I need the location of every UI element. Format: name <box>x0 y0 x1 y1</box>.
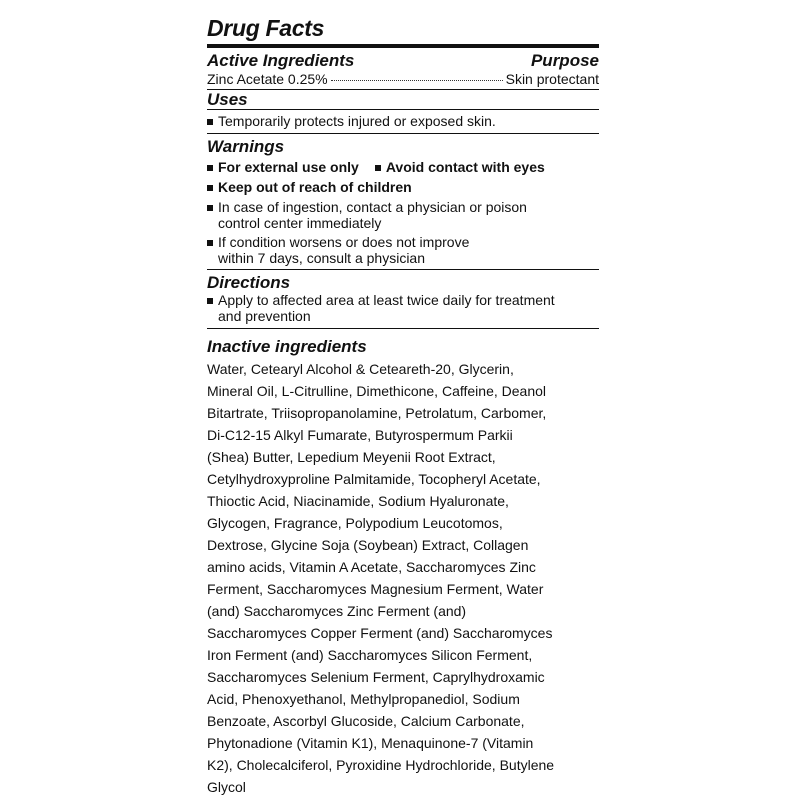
inactive-ingredients-line: Acid, Phenoxyethanol, Methylpropanediol, Sodium <box>207 691 520 707</box>
inactive-ingredients-line: Phytonadione (Vitamin K1), Menaquinone-7 (Vitamin <box>207 735 534 751</box>
bullet-icon <box>207 298 213 304</box>
bullet-icon <box>207 165 213 171</box>
inactive-ingredients-line: Iron Ferment (and) Saccharomyces Silicon Ferment, <box>207 647 533 663</box>
inactive-ingredients-line: Mineral Oil, L-Citrulline, Dimethicone, Caffeine, Deanol <box>207 383 547 399</box>
warnings-heading: Warnings <box>207 137 285 156</box>
dot-leader <box>331 80 503 81</box>
purpose-heading: Purpose <box>530 51 599 70</box>
inactive-ingredients-line: K2), Cholecalciferol, Pyroxidine Hydrochloride, Butylene <box>207 757 555 773</box>
drug-facts-panel <box>207 14 599 798</box>
uses-divider <box>207 133 599 134</box>
active-ingredient-purpose: Skin protectant <box>505 71 599 87</box>
warnings-divider <box>207 269 599 270</box>
directions-text-2: and prevention <box>218 308 311 324</box>
warning-external <box>207 159 359 175</box>
active-ingredient-name: Zinc Acetate 0.25% <box>207 71 328 87</box>
bullet-icon <box>207 119 213 125</box>
inactive-ingredients-line: amino acids, Vitamin A Acetate, Saccharomyces Zinc <box>207 559 536 575</box>
active-ingredients-header <box>207 51 599 71</box>
warning-eyes <box>375 159 545 175</box>
warning-ingestion-line1 <box>207 199 599 215</box>
uses-item-text: Temporarily protects injured or exposed skin. <box>218 113 496 129</box>
warning-ingestion <box>207 199 599 231</box>
inactive-ingredients-line: (and) Saccharomyces Zinc Ferment (and) <box>207 603 467 619</box>
warnings-row-1 <box>207 159 599 175</box>
warning-worsens-text-2: within 7 days, consult a physician <box>218 250 425 266</box>
inactive-ingredients-line: Bitartrate, Triisopropanolamine, Petrolatum, Carbomer, <box>207 405 547 421</box>
drug-facts-title: Drug Facts <box>207 15 325 41</box>
warning-eyes-text: Avoid contact with eyes <box>385 159 545 175</box>
directions-item <box>207 292 599 324</box>
inactive-ingredients-line: Benzoate, Ascorbyl Glucoside, Calcium Carbonate, <box>207 713 525 729</box>
warning-worsens-line1 <box>207 234 599 250</box>
inactive-ingredients-line: Dextrose, Glycine Soja (Soybean) Extract, Collagen <box>207 537 529 553</box>
uses-divider-top <box>207 109 599 110</box>
warning-children-text: Keep out of reach of children <box>218 179 412 195</box>
warning-children <box>207 179 599 195</box>
inactive-ingredients-line: Glycogen, Fragrance, Polypodium Leucotomos, <box>207 515 503 531</box>
bullet-icon <box>207 240 213 246</box>
warning-worsens <box>207 234 599 266</box>
directions-heading: Directions <box>207 273 291 292</box>
inactive-ingredients-line: Water, Cetearyl Alcohol & Ceteareth-20, Glycerin, <box>207 361 514 377</box>
active-ingredients-heading: Active Ingredients <box>207 51 355 70</box>
title-divider <box>207 44 599 48</box>
warning-ingestion-text-2: control center immediately <box>218 215 382 231</box>
warning-external-text: For external use only <box>218 159 359 175</box>
inactive-ingredients-line: Cetylhydroxyproline Palmitamide, Tocopheryl Acetate, <box>207 471 541 487</box>
bullet-icon <box>207 185 213 191</box>
warning-worsens-text-1: If condition worsens or does not improve <box>218 234 470 250</box>
inactive-ingredients-line: Thioctic Acid, Niacinamide, Sodium Hyaluronate, <box>207 493 509 509</box>
bullet-icon <box>375 165 381 171</box>
bullet-icon <box>207 205 213 211</box>
inactive-ingredients-line: Saccharomyces Selenium Ferment, Caprylhydroxamic <box>207 669 545 685</box>
uses-item <box>207 113 599 129</box>
active-ingredient-row <box>207 71 599 87</box>
inactive-ingredients-list <box>207 358 599 798</box>
inactive-ingredients-line: Saccharomyces Copper Ferment (and) Saccharomyces <box>207 625 553 641</box>
directions-text-1: Apply to affected area at least twice daily for treatment <box>218 292 555 308</box>
warning-ingestion-text-1: In case of ingestion, contact a physician or poison <box>218 199 527 215</box>
inactive-ingredients-line: Ferment, Saccharomyces Magnesium Ferment, Water <box>207 581 544 597</box>
inactive-ingredients-line: Di-C12-15 Alkyl Fumarate, Butyrospermum Parkii <box>207 427 513 443</box>
directions-line1 <box>207 292 599 308</box>
inactive-ingredients-line: (Shea) Butter, Lepedium Meyenii Root Extract, <box>207 449 496 465</box>
uses-heading: Uses <box>207 90 248 109</box>
inactive-ingredients-line: Glycol <box>207 779 246 795</box>
inactive-heading: Inactive ingredients <box>207 337 367 356</box>
directions-divider <box>207 328 599 329</box>
